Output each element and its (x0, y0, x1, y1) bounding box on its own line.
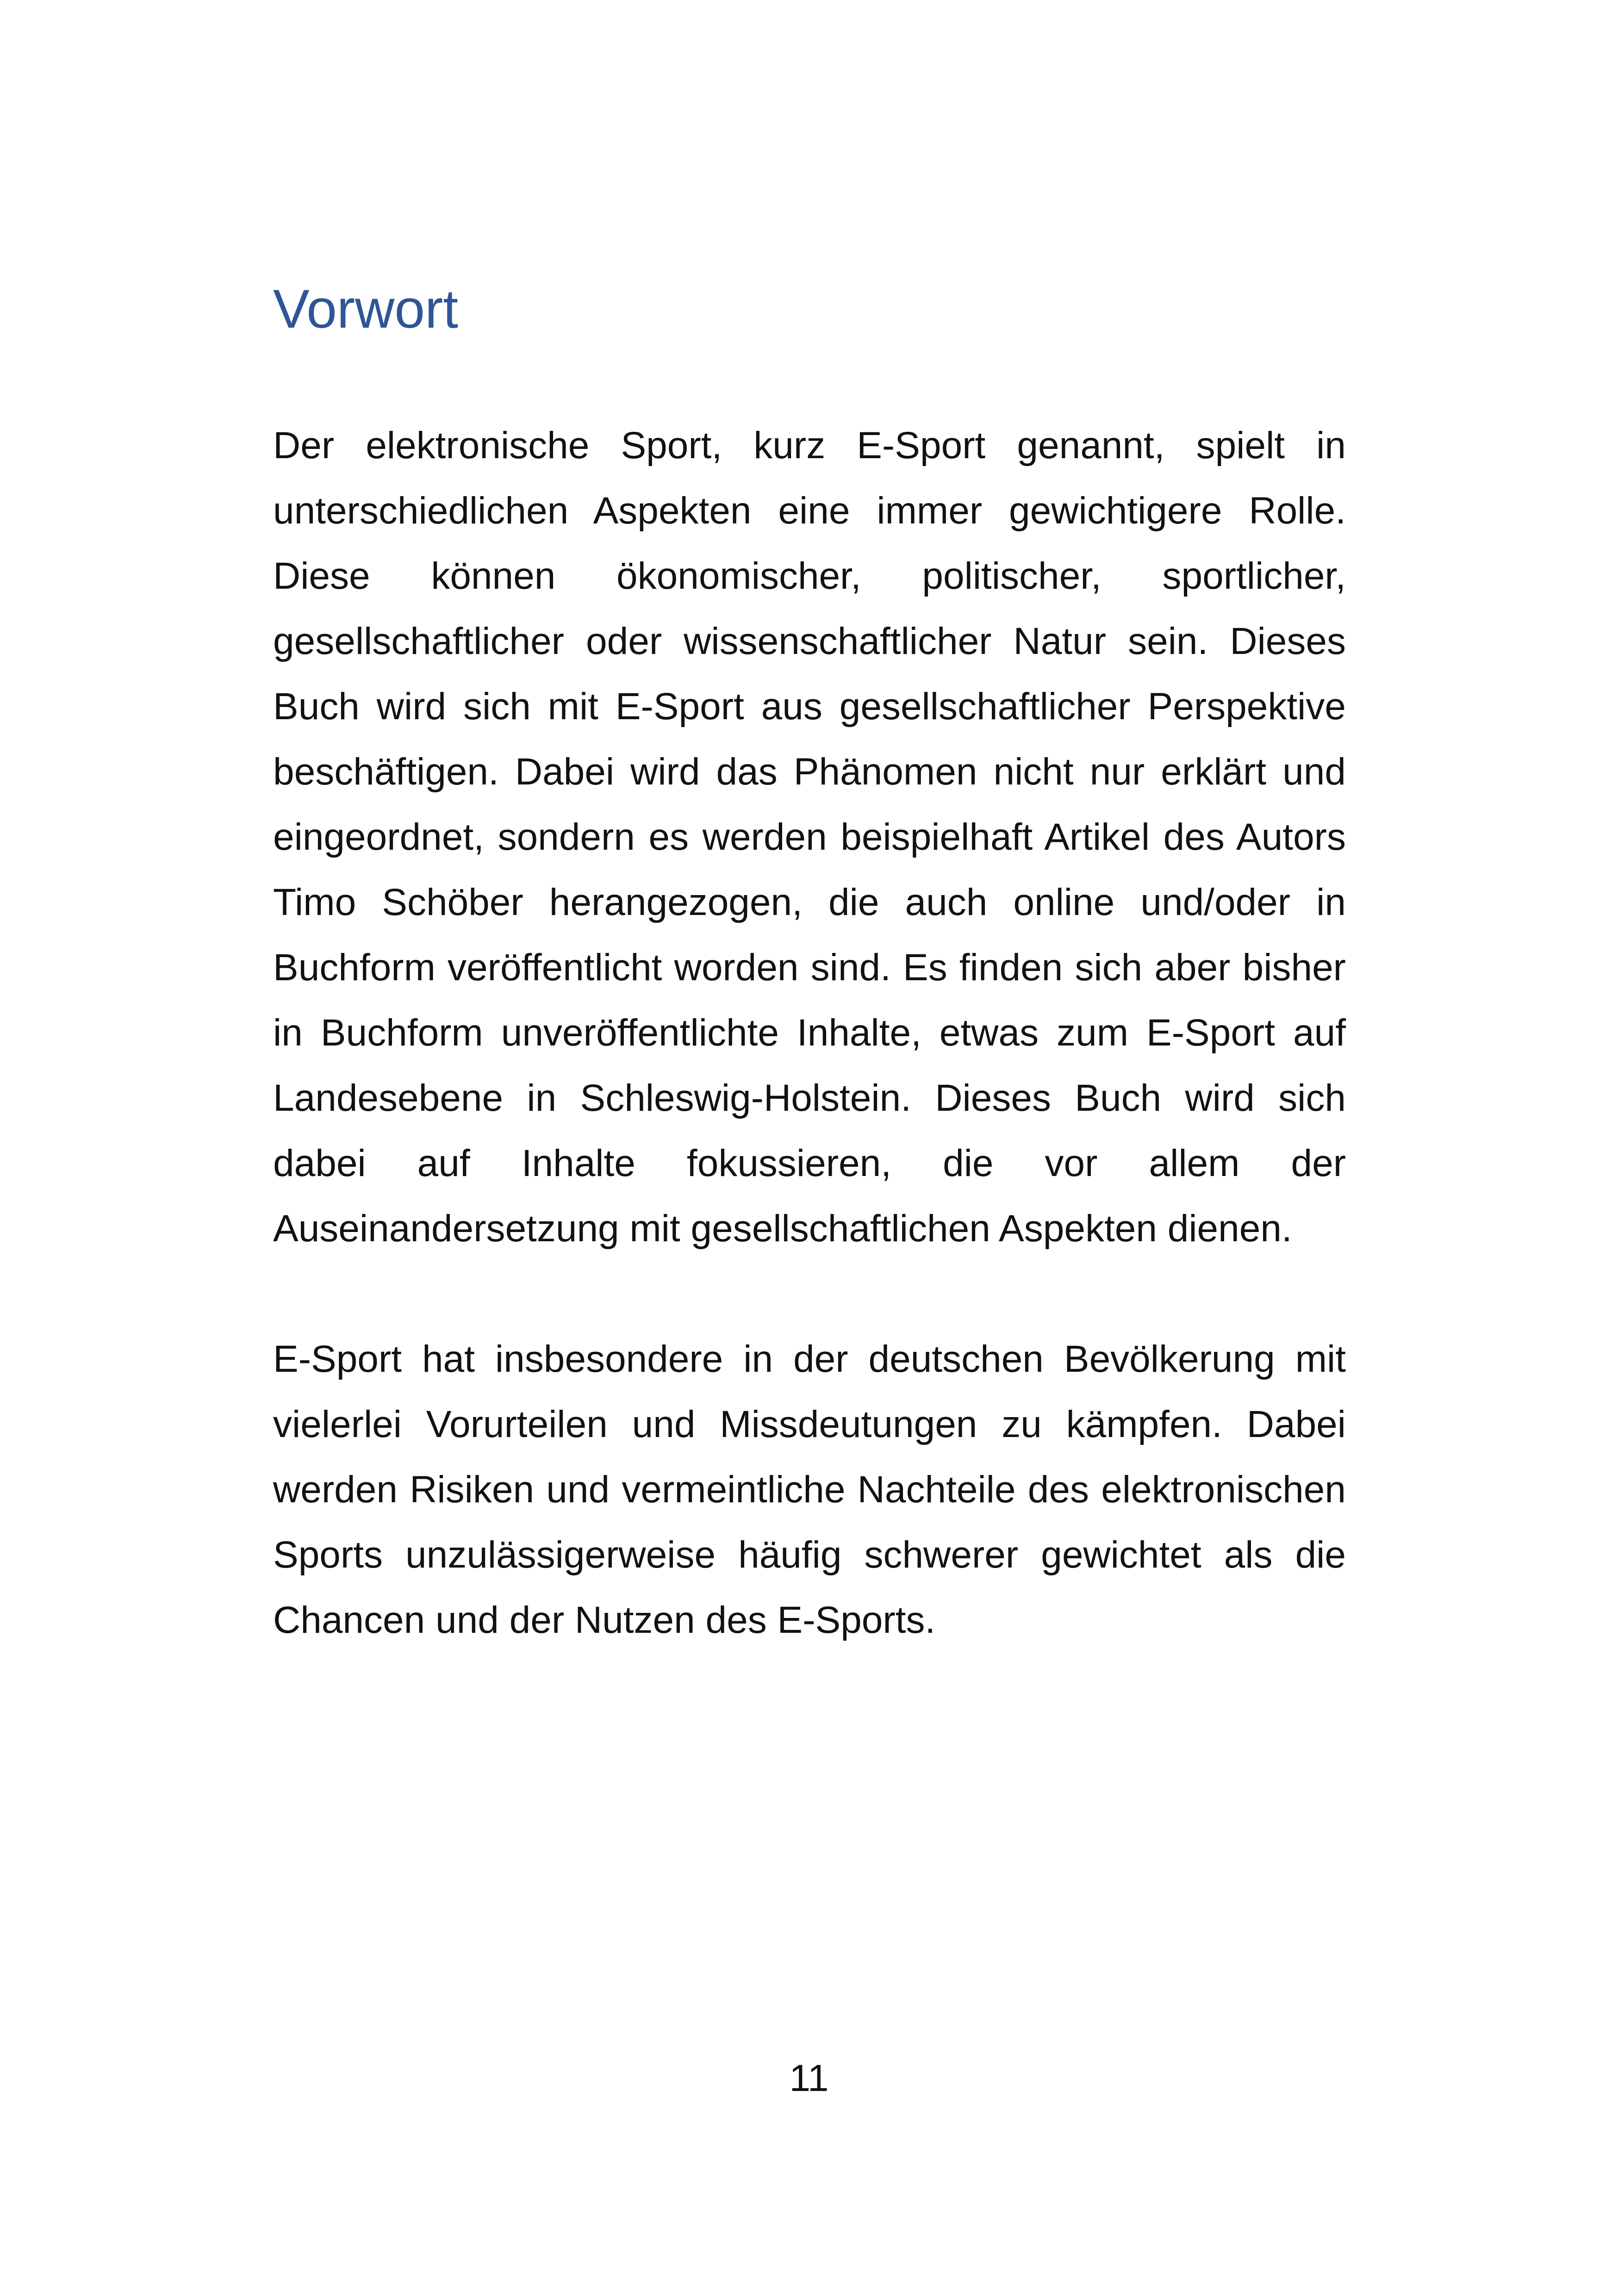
chapter-heading: Vorwort (273, 279, 459, 340)
page-number: 11 (789, 2057, 829, 2099)
chapter-body (273, 413, 1346, 1718)
paragraph-prejudices: E-Sport hat insbesondere in der deutschen Bevölkerung mit vielerlei Vorurteilen und Missdeutungen zu kämpfen. Dabei werden Risiken und vermeintliche Nachteile des elektronischen Sports unzulässigerweise häufig schwerer gewichtet als die Chancen und der Nutzen des E-Sports. (273, 1338, 1346, 1641)
paragraph-intro: Der elektronische Sport, kurz E-Sport genannt, spielt in unterschiedlichen Aspekten eine immer gewichtigere Rolle. Diese können ökonomischer, politischer, sportlicher, gesellschaftlicher oder wissenschaftlicher Natur sein. Dieses Buch wird sich mit E-Sport aus gesellschaftlicher Perspektive beschäftigen. Dabei wird das Phänomen nicht nur erklärt und eingeordnet, sondern es werden beispielhaft Artikel des Autors Timo Schöber herangezogen, die auch online und/oder in Buchform veröffentlicht worden sind. Es finden sich aber bisher in Buchform unveröffentlichte Inhalte, etwas zum E-Sport auf Landesebene in Schleswig-Holstein. Dieses Buch wird sich dabei auf Inhalte fokussieren, die vor allem der Auseinandersetzung mit gesellschaftlichen Aspekten dienen. (273, 424, 1346, 1250)
